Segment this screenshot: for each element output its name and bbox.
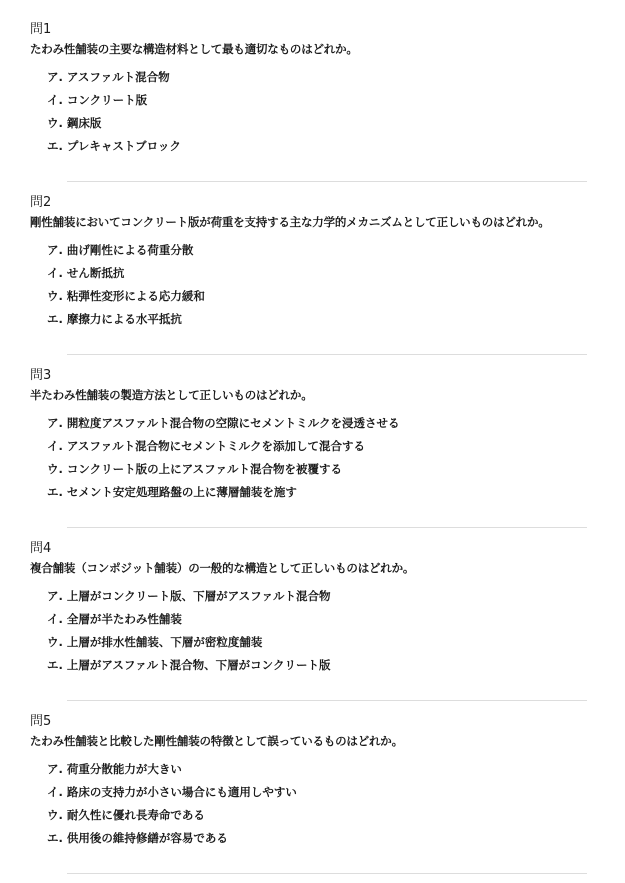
option-i: イ. 路床の支持力が小さい場合にも適用しやすい [47,785,297,799]
option-list [30,70,625,154]
option-a: ア. 荷重分散能力が大きい [47,762,182,776]
question-text: たわみ性舗装と比較した剛性舗装の特徴として誤っているものはどれか。 [30,734,403,748]
option-e: エ. 摩擦力による水平抵抗 [47,312,182,326]
option-e: エ. セメント安定処理路盤の上に薄層舗装を施す [47,485,297,499]
question-text: たわみ性舗装の主要な構造材料として最も適切なものはどれか。 [30,42,358,56]
option-a: ア. 上層がコンクリート版、下層がアスファルト混合物 [47,589,331,603]
question-number: 問3 [30,368,52,383]
question-1 [30,22,625,191]
option-list [30,589,625,673]
question-2 [30,195,625,364]
divider [67,527,587,528]
option-u: ウ. 耐久性に優れ長寿命である [47,808,205,822]
question-number: 問1 [30,22,52,37]
option-a: ア. アスファルト混合物 [47,70,170,84]
option-u: ウ. コンクリート版の上にアスファルト混合物を被覆する [47,462,342,476]
option-u: ウ. 上層が排水性舗装、下層が密粒度舗装 [47,635,263,649]
option-list [30,762,625,846]
divider [67,181,587,182]
divider [67,873,587,874]
option-i: イ. 全層が半たわみ性舗装 [47,612,182,626]
question-text: 半たわみ性舗装の製造方法として正しいものはどれか。 [30,388,313,402]
question-5 [30,714,625,883]
option-i: イ. アスファルト混合物にセメントミルクを添加して混合する [47,439,365,453]
question-3 [30,368,625,537]
option-u: ウ. 粘弾性変形による応力緩和 [47,289,205,303]
divider [67,700,587,701]
question-number: 問4 [30,541,52,556]
question-4 [30,541,625,710]
question-number: 問5 [30,714,52,729]
question-text: 複合舗装（コンポジット舗装）の一般的な構造として正しいものはどれか。 [30,561,415,575]
option-e: エ. 供用後の維持修繕が容易である [47,831,228,845]
option-u: ウ. 鋼床版 [47,116,102,130]
option-list [30,243,625,327]
option-a: ア. 曲げ剛性による荷重分散 [47,243,194,257]
option-i: イ. せん断抵抗 [47,266,125,280]
option-e: エ. プレキャストブロック [47,139,181,153]
option-i: イ. コンクリート版 [47,93,148,107]
option-a: ア. 開粒度アスファルト混合物の空隙にセメントミルクを浸透させる [47,416,400,430]
option-e: エ. 上層がアスファルト混合物、下層がコンクリート版 [47,658,331,672]
question-number: 問2 [30,195,52,210]
question-text: 剛性舗装においてコンクリート版が荷重を支持する主な力学的メカニズムとして正しいものはどれか。 [30,215,550,229]
divider [67,354,587,355]
option-list [30,416,625,500]
